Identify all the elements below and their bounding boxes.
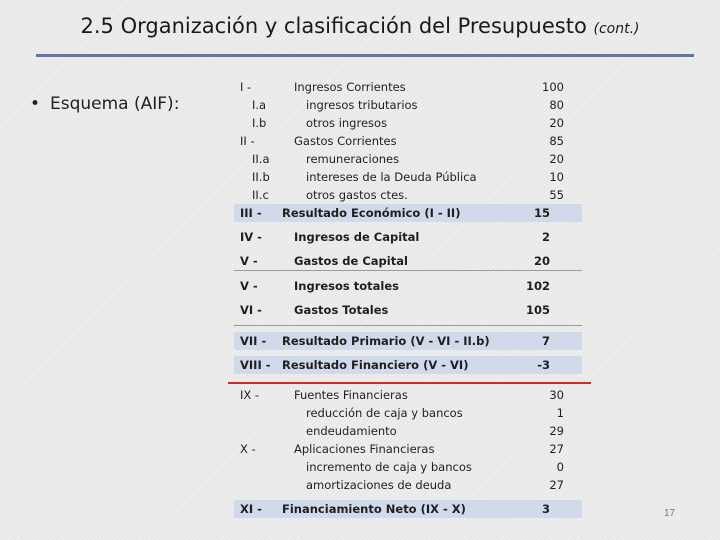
row-code: V -	[240, 279, 258, 293]
table-row-highlight	[234, 356, 582, 374]
row-value: 100	[542, 80, 564, 94]
row-code: XI -	[240, 502, 262, 516]
red-divider-line	[228, 382, 591, 384]
row-label: endeudamiento	[306, 424, 397, 438]
row-label: Gastos Totales	[294, 303, 389, 317]
table-row	[234, 458, 582, 476]
row-code: VII -	[240, 334, 267, 348]
row-value: 85	[549, 134, 564, 148]
row-label: incremento de caja y bancos	[306, 460, 472, 474]
row-code: II.a	[252, 152, 270, 166]
row-label: Ingresos totales	[294, 279, 400, 293]
row-label: amortizaciones de deuda	[306, 478, 452, 492]
table-row	[234, 132, 582, 150]
table-row-highlight	[234, 500, 582, 518]
table-row	[234, 404, 582, 422]
row-value: 20	[549, 152, 564, 166]
row-value: 0	[556, 460, 564, 474]
bullet-item	[30, 94, 179, 114]
table-row	[234, 440, 582, 458]
aif-table	[234, 78, 582, 518]
row-label: otros gastos ctes.	[306, 188, 408, 202]
table-row	[234, 228, 582, 246]
row-code: IX -	[240, 388, 260, 402]
row-code: I.b	[252, 116, 267, 130]
row-value: 15	[533, 206, 550, 220]
row-label: Resultado Primario (V - VI - II.b)	[282, 334, 490, 348]
row-label: Ingresos Corrientes	[294, 80, 406, 94]
row-value: -3	[537, 358, 550, 372]
row-value: 30	[549, 388, 564, 402]
row-code: VI -	[240, 303, 262, 317]
row-label: otros ingresos	[306, 116, 388, 130]
slide-title-text: 2.5 Organización y clasificación del Presupuesto	[80, 14, 587, 38]
row-label: reducción de caja y bancos	[306, 406, 463, 420]
row-value: 1	[556, 406, 564, 420]
table-row	[234, 186, 582, 204]
table-row	[234, 386, 582, 404]
row-value: 29	[549, 424, 564, 438]
row-value: 10	[549, 170, 564, 184]
table-row	[234, 114, 582, 132]
row-label: Ingresos de Capital	[294, 230, 420, 244]
row-label: Aplicaciones Financieras	[294, 442, 435, 456]
row-value: 2	[541, 230, 550, 244]
row-label: Gastos Corrientes	[294, 134, 397, 148]
row-label: remuneraciones	[306, 152, 400, 166]
row-value: 3	[541, 502, 550, 516]
row-label: intereses de la Deuda Pública	[306, 170, 477, 184]
table-row-highlight	[234, 332, 582, 350]
table-row	[234, 476, 582, 494]
row-label: Financiamiento Neto (IX - X)	[282, 502, 466, 516]
table-row	[234, 422, 582, 440]
row-label: ingresos tributarios	[306, 98, 418, 112]
title-underline	[36, 54, 694, 57]
row-code: I -	[240, 80, 252, 94]
table-row	[234, 301, 582, 319]
row-label: Resultado Económico (I - II)	[282, 206, 461, 220]
slide-title	[0, 14, 720, 38]
row-value: 102	[525, 279, 550, 293]
bullet-text: Esquema (AIF):	[50, 94, 180, 114]
row-code: V -	[240, 254, 258, 268]
row-code: II.c	[252, 188, 269, 202]
table-row-highlight	[234, 204, 582, 222]
row-code: X -	[240, 442, 256, 456]
row-code: II.b	[252, 170, 270, 184]
row-value: 80	[549, 98, 564, 112]
page-number: 17	[664, 508, 676, 519]
bullet-dot-icon: •	[30, 94, 41, 114]
slide-title-suffix: (cont.)	[593, 21, 640, 37]
row-code: I.a	[252, 98, 267, 112]
row-code: IV -	[240, 230, 262, 244]
table-row	[234, 277, 582, 295]
row-label: Fuentes Financieras	[294, 388, 408, 402]
row-value: 27	[549, 478, 564, 492]
row-code: VIII -	[240, 358, 271, 372]
table-row	[234, 168, 582, 186]
row-value: 20	[549, 116, 564, 130]
row-value: 20	[533, 254, 550, 268]
row-value: 55	[549, 188, 564, 202]
row-value: 105	[525, 303, 550, 317]
row-code: III -	[240, 206, 262, 220]
row-value: 7	[541, 334, 550, 348]
table-row	[234, 252, 582, 270]
table-row	[234, 150, 582, 168]
table-row	[234, 78, 582, 96]
table-row	[234, 96, 582, 114]
row-code: II -	[240, 134, 255, 148]
row-label: Resultado Financiero (V - VI)	[282, 358, 469, 372]
row-label: Gastos de Capital	[294, 254, 408, 268]
row-value: 27	[549, 442, 564, 456]
